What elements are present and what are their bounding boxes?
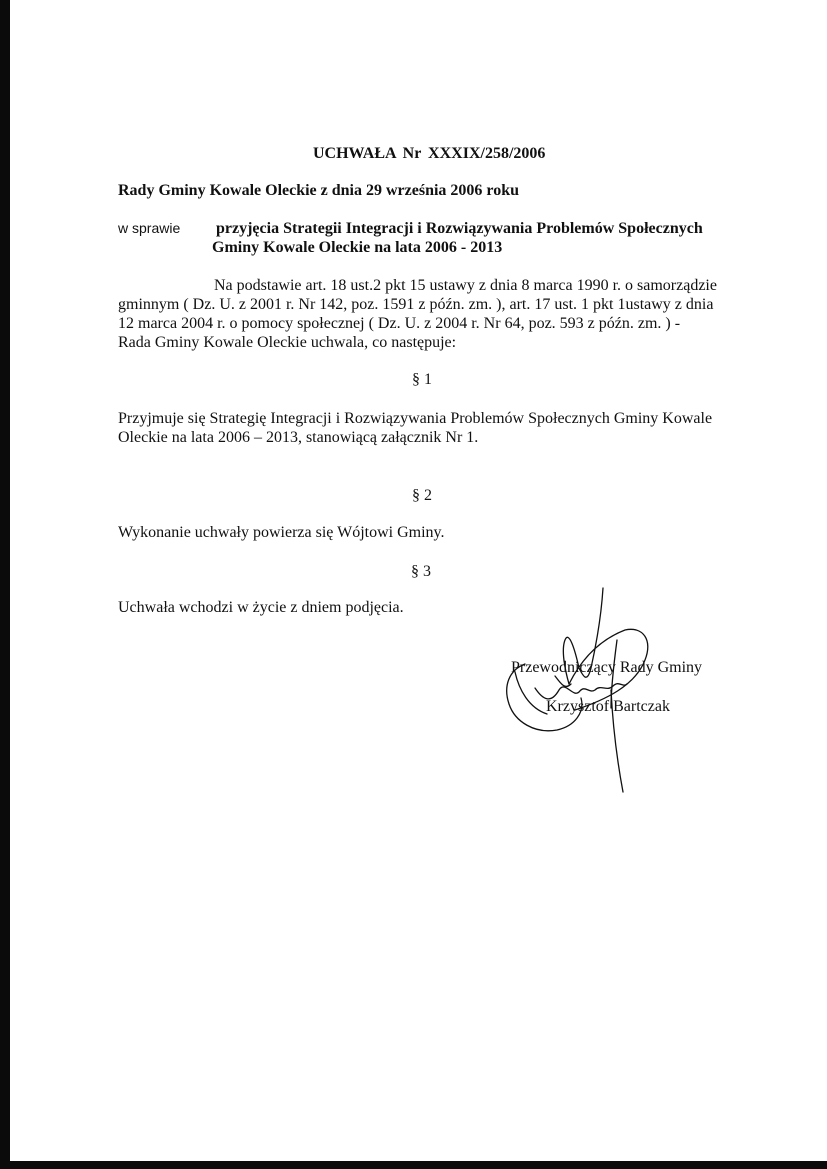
- preamble-line: Na podstawie art. 18 ust.2 pkt 15 ustawy z dnia 8 marca 1990 r. o samorządzie: [214, 277, 717, 294]
- section-1-heading: § 1: [412, 371, 432, 388]
- section-1-text: Przyjmuje się Strategię Integracji i Rozwiązywania Problemów Społecznych Gminy Kowale: [118, 410, 713, 427]
- section-1-text: Oleckie na lata 2006 – 2013, stanowiącą załącznik Nr 1.: [118, 429, 479, 446]
- section-2-text: Wykonanie uchwały powierza się Wójtowi Gminy.: [118, 524, 445, 541]
- signatory-name: Krzysztof Bartczak: [546, 698, 670, 715]
- handwritten-signature: [495, 580, 655, 795]
- subject-line-1: przyjęcia Strategii Integracji i Rozwiązywania Problemów Społecznych: [216, 220, 703, 237]
- scan-border-bottom: [0, 1161, 827, 1169]
- document-title: UCHWAŁA Nr XXXIX/258/2006: [313, 145, 546, 162]
- section-3-text: Uchwała wchodzi w życie z dniem podjęcia.: [118, 599, 404, 616]
- section-3-heading: § 3: [411, 563, 431, 580]
- scan-border-left: [0, 0, 10, 1169]
- section-2-heading: § 2: [412, 487, 432, 504]
- signatory-title: Przewodniczący Rady Gminy: [511, 659, 703, 676]
- preamble-line: Rada Gminy Kowale Oleckie uchwala, co następuje:: [118, 334, 457, 351]
- regarding-label: w sprawie: [118, 220, 181, 236]
- council-date-line: Rady Gminy Kowale Oleckie z dnia 29 września 2006 roku: [118, 182, 520, 199]
- preamble-line: 12 marca 2004 r. o pomocy społecznej ( Dz. U. z 2004 r. Nr 64, poz. 593 z późn. zm. ) -: [118, 315, 681, 332]
- preamble-line: gminnym ( Dz. U. z 2001 r. Nr 142, poz. 1591 z późn. zm. ), art. 17 ust. 1 pkt 1ustawy z dnia: [118, 296, 714, 313]
- subject-line-2: Gminy Kowale Oleckie na lata 2006 - 2013: [212, 239, 503, 256]
